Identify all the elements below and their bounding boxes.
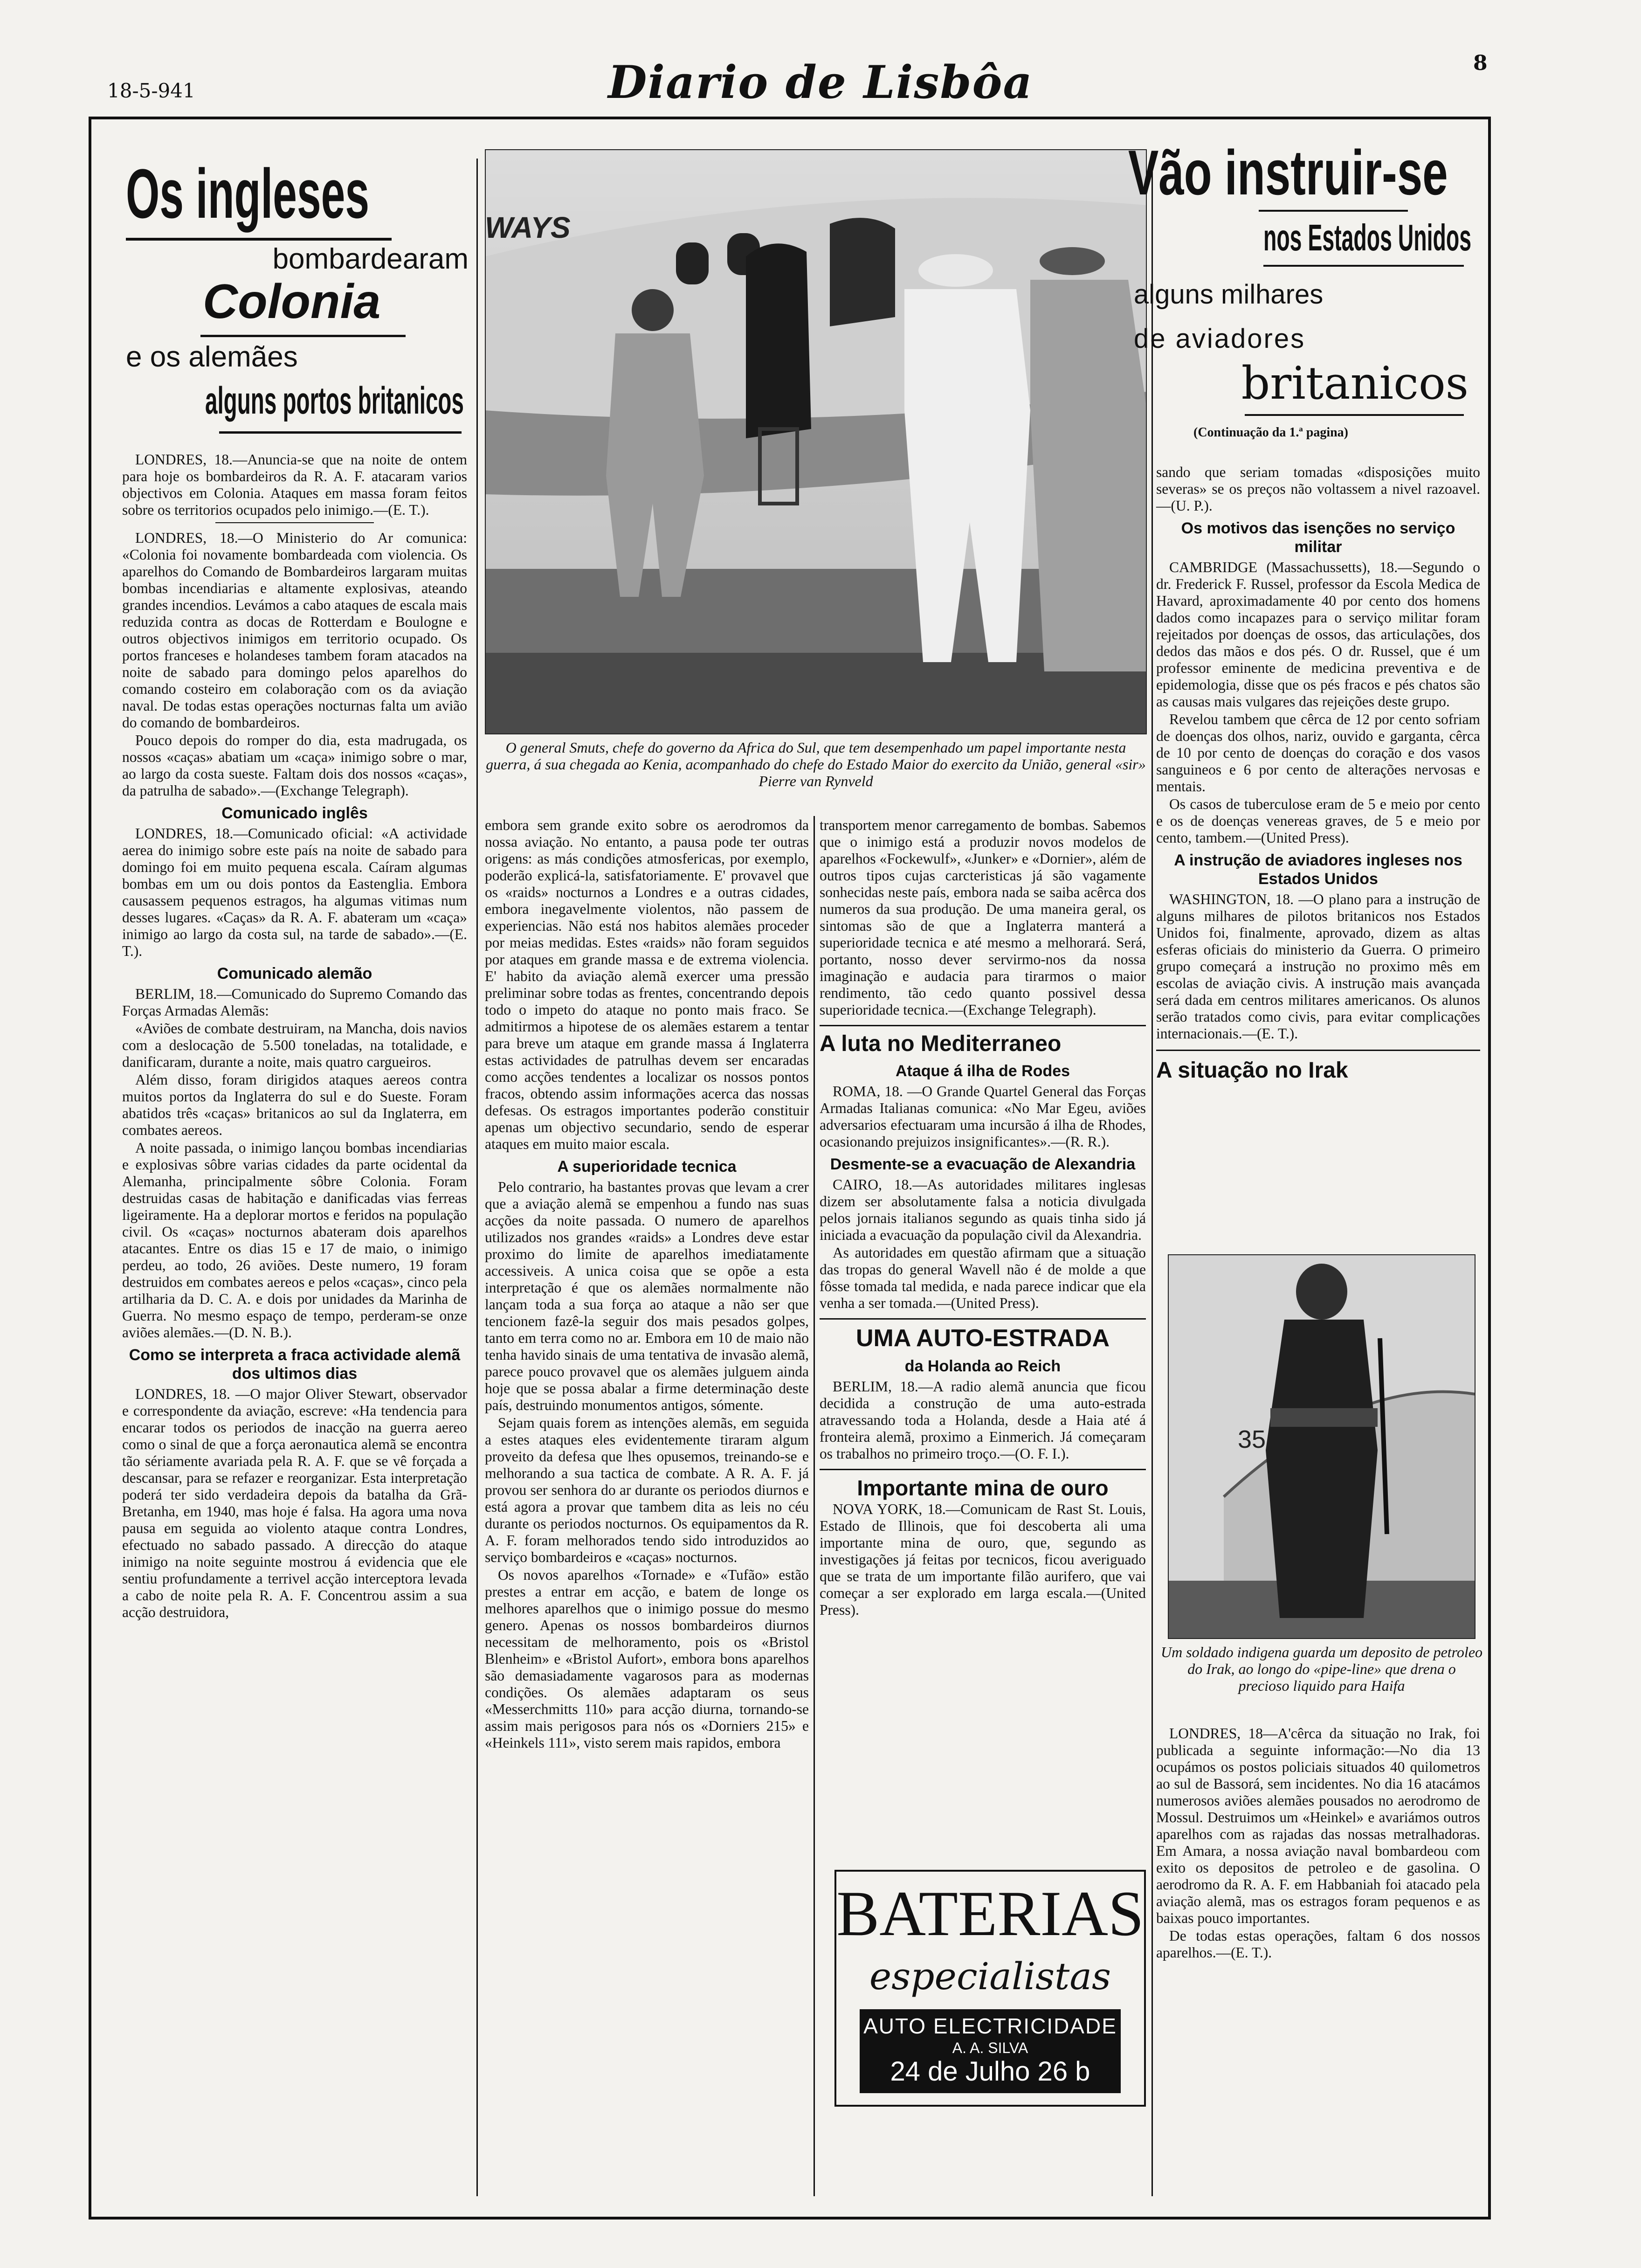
headline-mina-ouro: Importante mina de ouro [857,1476,1109,1500]
photo-smuts [485,149,1147,734]
headline-os-ingleses: Os ingleses [126,154,370,233]
column-rule [476,159,478,2196]
subhead-ataque-rodes: Ataque á ilha de Rodes [895,1062,1070,1080]
subhead-evacuacao-alexandria: Desmente-se a evacuação de Alexandria [830,1155,1136,1173]
paragraph: LONDRES, 18.—Anuncia-se que na noite de ontem para hoje os bombardeiros da R. A. F. atacaram varios objectivos em Colonia. Ataques em massa foram feitos sobre os territorios ocupados pelo inimigo.—(E. T.). [122,451,467,518]
paragraph: Além disso, foram dirigidos ataques aereos contra muitos portos da Inglaterra do sul e do Sueste. Foram abatidos três «caças» britanicos ao sul da Inglaterra, em combates aereos. [122,1072,467,1138]
headline-de-aviadores: de aviadores [1134,324,1306,354]
ad-auto-electricidade: AUTO ELECTRICIDADE [863,2014,1117,2038]
headline-e-os-alemaes: e os alemães [126,341,298,373]
paragraph: transportem menor carregamento de bombas. Sabemos que o inimigo está a produzir novos modelos de aparelhos «Fockewulf», «Junker» e «Dornier», além de outros tipos cujas carcteristicas já são vagamente sonhecidas neste país, embora nada se saiba acêrca dos numeros da sua produção. De uma maneira geral, os sintomas são de que a Inglaterra manterá a superioridade tecnica e até mesmo a melhorará. Será, portanto, nosso dever servirmo-nos da nossa imaginação e audacia para tirarmos o maior rendimento, tão cedo quanto possivel dessa superioridade tecnica.—(Exchange Telegraph). [820,817,1146,1018]
middle-column-2 [820,817,1146,1619]
paragraph: LONDRES, 18—A'cêrca da situação no Irak, foi publicada a seguinte informação:—No dia 13 ocupámos os postos policiais situados 40 quilometros ao sul de Bassorá, sem incidentes. No dia 16 atacámos numerosos aviões alemães pousados no aerodromo de Mossul. Destruimos um «Heinkel» e avariámos outros aparelhos com as rajadas das nossas metralhadoras. Em Amara, a nossa aviação naval bombardeou com exito os depositos de petroleo e de gasolina. O aerodromo da R. A. F. em Habbaniah foi atacado pela aviação alemã, mas os estragos foram pequenos e as baixas pouco importantes. [1156,1725,1480,1926]
left-article-body [122,451,467,1622]
issue-date: 18-5-941 [107,79,195,102]
headline-colonia: Colonia [203,275,381,329]
headline-nos-estados-unidos: nos Estados Unidos [1263,217,1472,258]
ad-especialistas: especialistas [869,1955,1111,1998]
paragraph: De todas estas operações, faltam 6 dos nossos aparelhos.—(E. T.). [1156,1928,1480,1961]
subhead-instrucao-aviadores: A instrução de aviadores ingleses nos Estados Unidos [1174,851,1462,888]
paragraph: Pouco depois do romper do dia, esta madrugada, os nossos «caças» abatiam um «caça» inimigo sobre o mar, ao largo da costa sueste. Faltam dois dos nossos «caças», da patrulha de sabado».—(Exchange Telegraph). [122,732,467,799]
paragraph: CAIRO, 18.—As autoridades militares inglesas dizem ser absolutamente falsa a noticia divulgada pelos jornais italianos segundo as quais tinha sido já iniciada a evacuação da população civil da Alexandria. [820,1176,1146,1243]
subhead-holanda-reich: da Holanda ao Reich [904,1357,1061,1375]
paragraph: Os casos de tuberculose eram de 5 e meio por cento e os de doenças venereas graves, de 5 e meio por cento, tambem.—(United Press). [1156,796,1480,846]
subhead-comunicado-ingles: Comunicado inglês [221,804,368,822]
paragraph: Revelou tambem que cêrca de 12 por cento sofriam de doenças dos olhos, nariz, ouvido e garganta, cêrca de 10 por cento de doenças do coração e dos vasos sanguineos e 6 por cento de alterações nervosas e mentais. [1156,711,1480,795]
photo-iraq-soldier [1168,1254,1476,1639]
paragraph: ROMA, 18. —O Grande Quartel General das Forças Armadas Italianas comunica: «No Mar Egeu, aviões adversarios efectuaram uma incursão á ilha de Rhodes, ocasionando prejuizos insignificantes».—(R. R.). [820,1083,1146,1150]
right-article-body-bottom [1156,1725,1480,1962]
paragraph: NOVA YORK, 18.—Comunicam de Rast St. Louis, Estado de Illinois, que foi descoberta ali uma importante mina de ouro, que, segundo as investigações já feitas por tecnicos, ficou averiguado que se trata de um importante filão aurifero, que vai começar a ser explorado em larga escala.—(United Press). [820,1501,1146,1618]
paragraph: LONDRES, 18.—O Ministerio do Ar comunica: «Colonia foi novamente bombardeada com violencia. Os aparelhos do Comando de Bombardeiros largaram muitas bombas incendiarias e altamente explosivas, ateando grandes incendios. Levámos a cabo ataques de escala mais reduzida contra as docas de Rotterdam e Boulogne e outros objectivos inimigos em territorio ocupado. Os portos franceses e holandeses tambem foram atacados na noite de sabado para domingo pelos aparelhos do comando costeiro em colaboração com os da aviação naval. De todas estas operações nocturnas falta um avião do comando de bombardeiros. [122,530,467,731]
headline-bombardearam: bombardearam [272,243,469,275]
paragraph: As autoridades em questão afirmam que a situação das tropas do general Wavell não é de molde a que fôsse tomada tal medida, e nada parece indicar que ela venha a ser tomada.—(United Press). [820,1245,1146,1311]
middle-column-1 [485,817,809,1752]
left-headline-block [126,154,469,443]
paragraph: CAMBRIDGE (Massachussetts), 18.—Segundo o dr. Frederick F. Russel, professor da Escola Medica de Havard, aproximadamente 40 por cento dos homens dados como incapazes para o serviço militar foram rejeitados por doenças de ossos, das articulações, dos dedos das mãos e dos pés. O dr. Russel, que é um professor eminente de medicina preventiva e de epidemologia, disse que os pés fracos e pés chatos são as causas mais vulgares das rejeições deste grupo. [1156,559,1480,710]
paragraph: BERLIM, 18.—Comunicado do Supremo Comando das Forças Armadas Alemãs: [122,986,467,1019]
page-number: 8 [1473,51,1488,75]
advertisement-baterias [834,1870,1146,2107]
photo-smuts-caption: O general Smuts, chefe do governo da Africa do Sul, que tem desempenhado um papel importante nesta guerra, á sua chegada ao Kenia, acompanhado do chefe do Estado Maior do exercito da União, general «sir» Pierre van Rynveld [486,739,1146,789]
subhead-fraca-actividade: Como se interpreta a fraca actividade alemã dos ultimos dias [129,1346,461,1383]
photo-iraq-caption: Um soldado indigena guarda um deposito de petroleo do Irak, ao longo do «pipe-line» que drena o precioso liquido para Haifa [1161,1644,1483,1694]
ad-silva: A. A. SILVA [952,2040,1028,2056]
right-headline-block [1128,137,1472,462]
newspaper-title: Diario de Lisbôa [608,56,1033,109]
paragraph: A noite passada, o inimigo lançou bombas incendiarias e explosivas sôbre varias cidades da parte ocidental da Alemanha, principalmente sôbre Colonia. Foram destruidas casas de habitação e danificadas vias ferreas ligeiramente. Ha a deplorar mortos e feridos na população civil. Os «caças» nocturnos abateram dois aparelhos atacantes. Entre os dias 15 e 17 de maio, o inimigo perdeu, ao todo, 26 aviões. Deste numero, 19 foram destruidos em combates aereos e pelos «caças», cinco pela artilharia da D. C. A. e dois por unidades da Marinha de Guerra. No mesmo espaço de tempo, perderam-se onze aviões alemães.—(D. N. B.). [122,1140,467,1341]
paragraph: embora sem grande exito sobre os aerodromos da nossa aviação. No entanto, a pausa pode ter outras origens: as más condições atmosfericas, por exemplo, poderão explicá-la, satisfatoriamente. E' provavel que os «raids» nocturnos a Londres e a outras cidades, embora inegavelmente violentos, não passem de experiencias. Não está nos habitos alemães proceder por meias medidas. Estes «raids» não foram seguidos por ataques em grande massa e de extrema violencia. E' habito da aviação alemã exercer uma pressão preliminar sobre todas as frentes, concentrando depois todo o impeto do ataque no ponto mais fraco. Se admitirmos a hipotese de os alemães estarem a tentar para breve um ataque em grande massa á Inglaterra estas actividades de patrulhas devem ser encaradas como acções tendentes a localizar os nossos pontos fracos, obtendo assim informações acerca das nossas defesas. Os estragos importantes poderão constituir apenas um objectivo secundario, sendo de esperar ataques em muito maior escala. [485,817,809,1152]
photo-iraq-soldier-image [1168,1254,1476,1639]
paragraph: LONDRES, 18.—Comunicado oficial: «A actividade aerea do inimigo sobre este país na noite de sabado para domingo foi em muito pequena escala. Caíram algumas bombas em um ou dois pontos da Eastenglia. Embora causassem pequenos estragos, ha algumas vitimas num desses lugares. «Caças» da R. A. F. abateram um «caça» inimigo ao largo da costa sul, na tarde de sabado».—(E. T.). [122,825,467,959]
headline-vao-instruir: Vão instruir-se [1128,137,1448,208]
photo-smuts-image [485,149,1147,734]
headline-britanicos: britanicos [1241,357,1469,409]
column-rule [1151,159,1153,2196]
subhead-motivos-isencoes: Os motivos das isenções no serviço militar [1181,519,1455,556]
paragraph: sando que seriam tomadas «disposições muito severas» se os preços não voltassem a nivel razoavel.—(U. P.). [1156,464,1480,514]
right-article-body-top [1156,464,1480,1084]
headline-situacao-irak: A situação no Irak [1156,1058,1348,1083]
paragraph: Sejam quais forem as intenções alemãs, em seguida a estes ataques eles evidentemente tiraram algum proveito da defesa que lhes opusemos, treinando-se e melhorando a sua tactica de combate. A R. A. F. já provou ser senhora do ar durante os periodos diurnos e está agora a provar que tambem dita as leis no céu durante os periodos nocturnos. Os equipamentos da R. A. F. foram melhorados tendo sido introduzidos ao serviço bombardeiros e «caças» nocturnos. [485,1415,809,1565]
subhead-comunicado-alemao: Comunicado alemão [217,965,372,982]
headline-auto-estrada: UMA AUTO-ESTRADA [855,1325,1110,1352]
plane-lettering: WAYS [485,211,571,244]
ad-address-box [860,2009,1121,2093]
ad-baterias: BATERIAS [836,1878,1144,1949]
paragraph: Os novos aparelhos «Tornade» e «Tufão» estão prestes a entrar em acção, e batem de longe os melhores aparelhos que o inimigo possue do mesmo genero. Apenas os nossos bombardeiros diurnos necessitam de melhoramento, pois os «Bristol Blenheim» e «Bristol Aufort», embora bons aparelhos são demasiadamente vagarosos para as modernas condições. Os alemães adaptaram os seus «Messerchmitts 110» para acção diurna, tornando-se assim mais perigosos para nós os «Dorniers 215» e «Heinkels 111», visto serem mais rapidos, embora [485,1567,809,1751]
paragraph: «Aviões de combate destruiram, na Mancha, dois navios com a deslocação de 5.500 toneladas, na totalidade, e danificaram, durante a noite, mais quatro cargueiros. [122,1020,467,1070]
paragraph: Pelo contrario, ha bastantes provas que levam a crer que a aviação alemã se empenhou a fundo nas suas acções da noite passada. O numero de aparelhos utilizados nos grandes «raids» a Londres deve estar proximo do limite de aparelhos imediatamente accessiveis. A unica coisa que se opõe a esta interpretação é que os alemães normalmente não lançam toda a sua força ao ataque a não ser que tencionem fazê-la seguir dos mais pesados golpes, tanto em terra como no ar. Embora em 10 de maio não tenha havido sinais de uma tentativa de invasão alemã, parece pouco provavel que os alemães julguem ainda hoje que se possa abalar a firme determinação deste país, destruindo monumentos antigos, sómente. [485,1179,809,1413]
paragraph: BERLIM, 18.—A radio alemã anuncia que ficou decidida a construção de uma auto-estrada atravessando toda a Holanda, desde a Haia até á fronteira alemã, proximo a Einmerich. Já começaram os trabalhos no primeiro troço.—(O. F. I.). [820,1378,1146,1462]
tank-number: 35 [1238,1425,1266,1453]
continuation-note: (Continuação da 1.ª pagina) [1193,425,1349,440]
column-rule [814,816,815,2196]
ad-address: 24 de Julho 26 b [890,2056,1090,2087]
subhead-superioridade-tecnica: A superioridade tecnica [557,1158,737,1175]
headline-luta-mediterraneo: A luta no Mediterraneo [820,1031,1062,1056]
paragraph: WASHINGTON, 18. —O plano para a instrução de alguns milhares de pilotos britanicos nos Estados Unidos foi, finalmente, aprovado, dizem as altas esferas oficiais do ministerio da Guerra. O primeiro grupo começará a instrução no proximo mês em escolas de aviação civis. A instrução mais avançada será dada em centros militares americanos. Os alunos serão tratados como civis, para evitar complicações internacionais.—(E. T.). [1156,891,1480,1042]
headline-alguns-portos: alguns portos britanicos [205,380,464,422]
headline-alguns-milhares: alguns milhares [1134,279,1324,310]
paragraph: LONDRES, 18. —O major Oliver Stewart, observador e correspondente da aviação, escreve: «Ha tendencia para encarar todos os periodos de inacção na guerra aereo como o sinal de que a força aeronautica alemã se encontra tão sériamente avariada pela R. A. F. que se vê forçada a descansar, para se refazer e reorganizar. Esta interpretação poderá ter sido verdadeira depois da batalha da Grã-Bretanha, em 1940, mas hoje é falsa. Ha agora uma nova pausa em seguida ao violento ataque contra Londres, efectuado no sabado passado. A direcção do ataque inimigo na noite seguinte mostrou á evidencia que ele sentiu profundamente a terrivel acção interceptora levada a cabo de noite pela R. A. F. Concentrou assim a sua acção destruidora, [122,1386,467,1620]
